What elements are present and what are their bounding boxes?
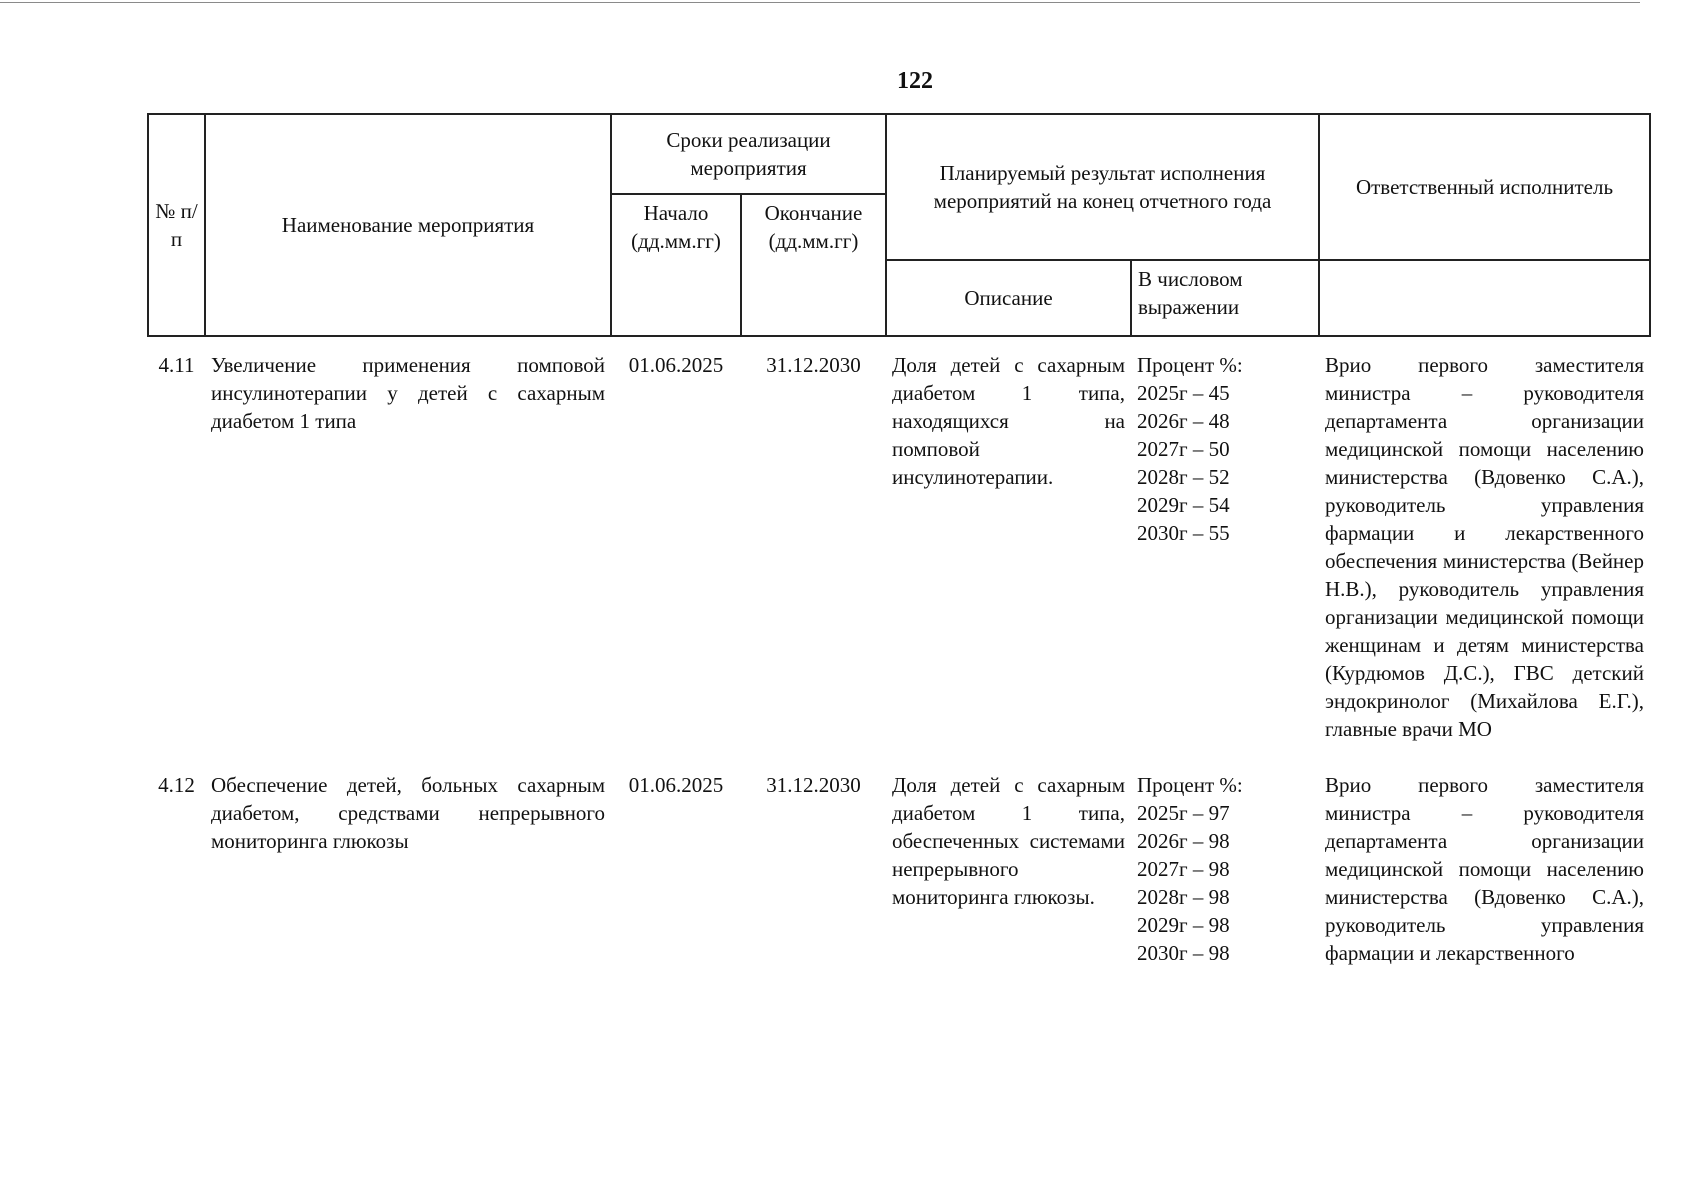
header-responsible: Ответственный исполнитель — [1319, 114, 1650, 260]
numeric-value: 2030г – 55 — [1137, 521, 1230, 545]
numeric-value: 2027г – 50 — [1137, 437, 1230, 461]
header-num: № п/п — [148, 114, 205, 336]
header-numeric: В числовом выражении — [1131, 260, 1319, 336]
numeric-value: 2025г – 97 — [1137, 801, 1230, 825]
header-result: Планируемый результат исполнения мероприятий на конец отчетного года — [886, 114, 1319, 260]
row-numeric-values — [1131, 749, 1319, 973]
row-description: Доля детей с сахарным диабетом 1 типа, обеспеченных системами непрерывного мониторинга глюкозы. — [892, 773, 1125, 909]
row-measure-name: Увеличение применения помповой инсулинотерапии у детей с сахарным диабетом 1 типа — [211, 353, 605, 433]
header-description: Описание — [886, 260, 1131, 336]
header-responsible-empty — [1319, 260, 1650, 336]
numeric-value: 2026г – 48 — [1137, 409, 1230, 433]
row-number: 4.12 — [158, 773, 195, 797]
row-numeric-values — [1131, 336, 1319, 749]
numeric-title: Процент %: — [1137, 353, 1243, 377]
measures-table — [147, 113, 1651, 973]
row-end-date: 31.12.2030 — [766, 773, 861, 797]
header-end: Окончание (дд.мм.гг) — [741, 194, 886, 336]
numeric-title: Процент %: — [1137, 773, 1243, 797]
table-row — [148, 749, 1650, 973]
row-start-date: 01.06.2025 — [628, 773, 724, 797]
header-start: Начало (дд.мм.гг) — [611, 194, 741, 336]
top-rule — [0, 2, 1640, 3]
numeric-value: 2030г – 98 — [1137, 941, 1230, 965]
row-description: Доля детей с сахарным диабетом 1 типа, находящихся на помповой инсулинотерапии. — [892, 353, 1125, 489]
table-row — [148, 336, 1650, 749]
numeric-value: 2029г – 98 — [1137, 913, 1230, 937]
row-number: 4.11 — [158, 353, 195, 377]
row-end-date: 31.12.2030 — [766, 353, 861, 377]
numeric-value: 2029г – 54 — [1137, 493, 1230, 517]
row-responsible: Врио первого заместителя министра – руководителя департамента организации медицинской помощи населению министерства (Вдовенко С.А.), руководитель управления фармации и лекарственного обеспечения министерства (Вейнер Н.В.), руководитель управления организации медицинской помощи женщинам и детям министерства (Курдюмов Д.С.), ГВС детский эндокринолог (Михайлова Е.Г.), главные врачи МО — [1325, 353, 1644, 741]
header-name: Наименование мероприятия — [205, 114, 611, 336]
page-number: 122 — [897, 68, 933, 94]
row-start-date: 01.06.2025 — [628, 353, 724, 377]
header-terms: Сроки реализации мероприятия — [611, 114, 886, 194]
row-measure-name: Обеспечение детей, больных сахарным диабетом, средствами непрерывного мониторинга глюкозы — [211, 773, 605, 853]
numeric-value: 2025г – 45 — [1137, 381, 1230, 405]
numeric-value: 2027г – 98 — [1137, 857, 1230, 881]
numeric-value: 2026г – 98 — [1137, 829, 1230, 853]
numeric-value: 2028г – 52 — [1137, 465, 1230, 489]
table-header — [148, 114, 1650, 336]
numeric-value: 2028г – 98 — [1137, 885, 1230, 909]
row-responsible: Врио первого заместителя министра – руководителя департамента организации медицинской помощи населению министерства (Вдовенко С.А.), руководитель управления фармации и лекарственного — [1325, 773, 1644, 965]
